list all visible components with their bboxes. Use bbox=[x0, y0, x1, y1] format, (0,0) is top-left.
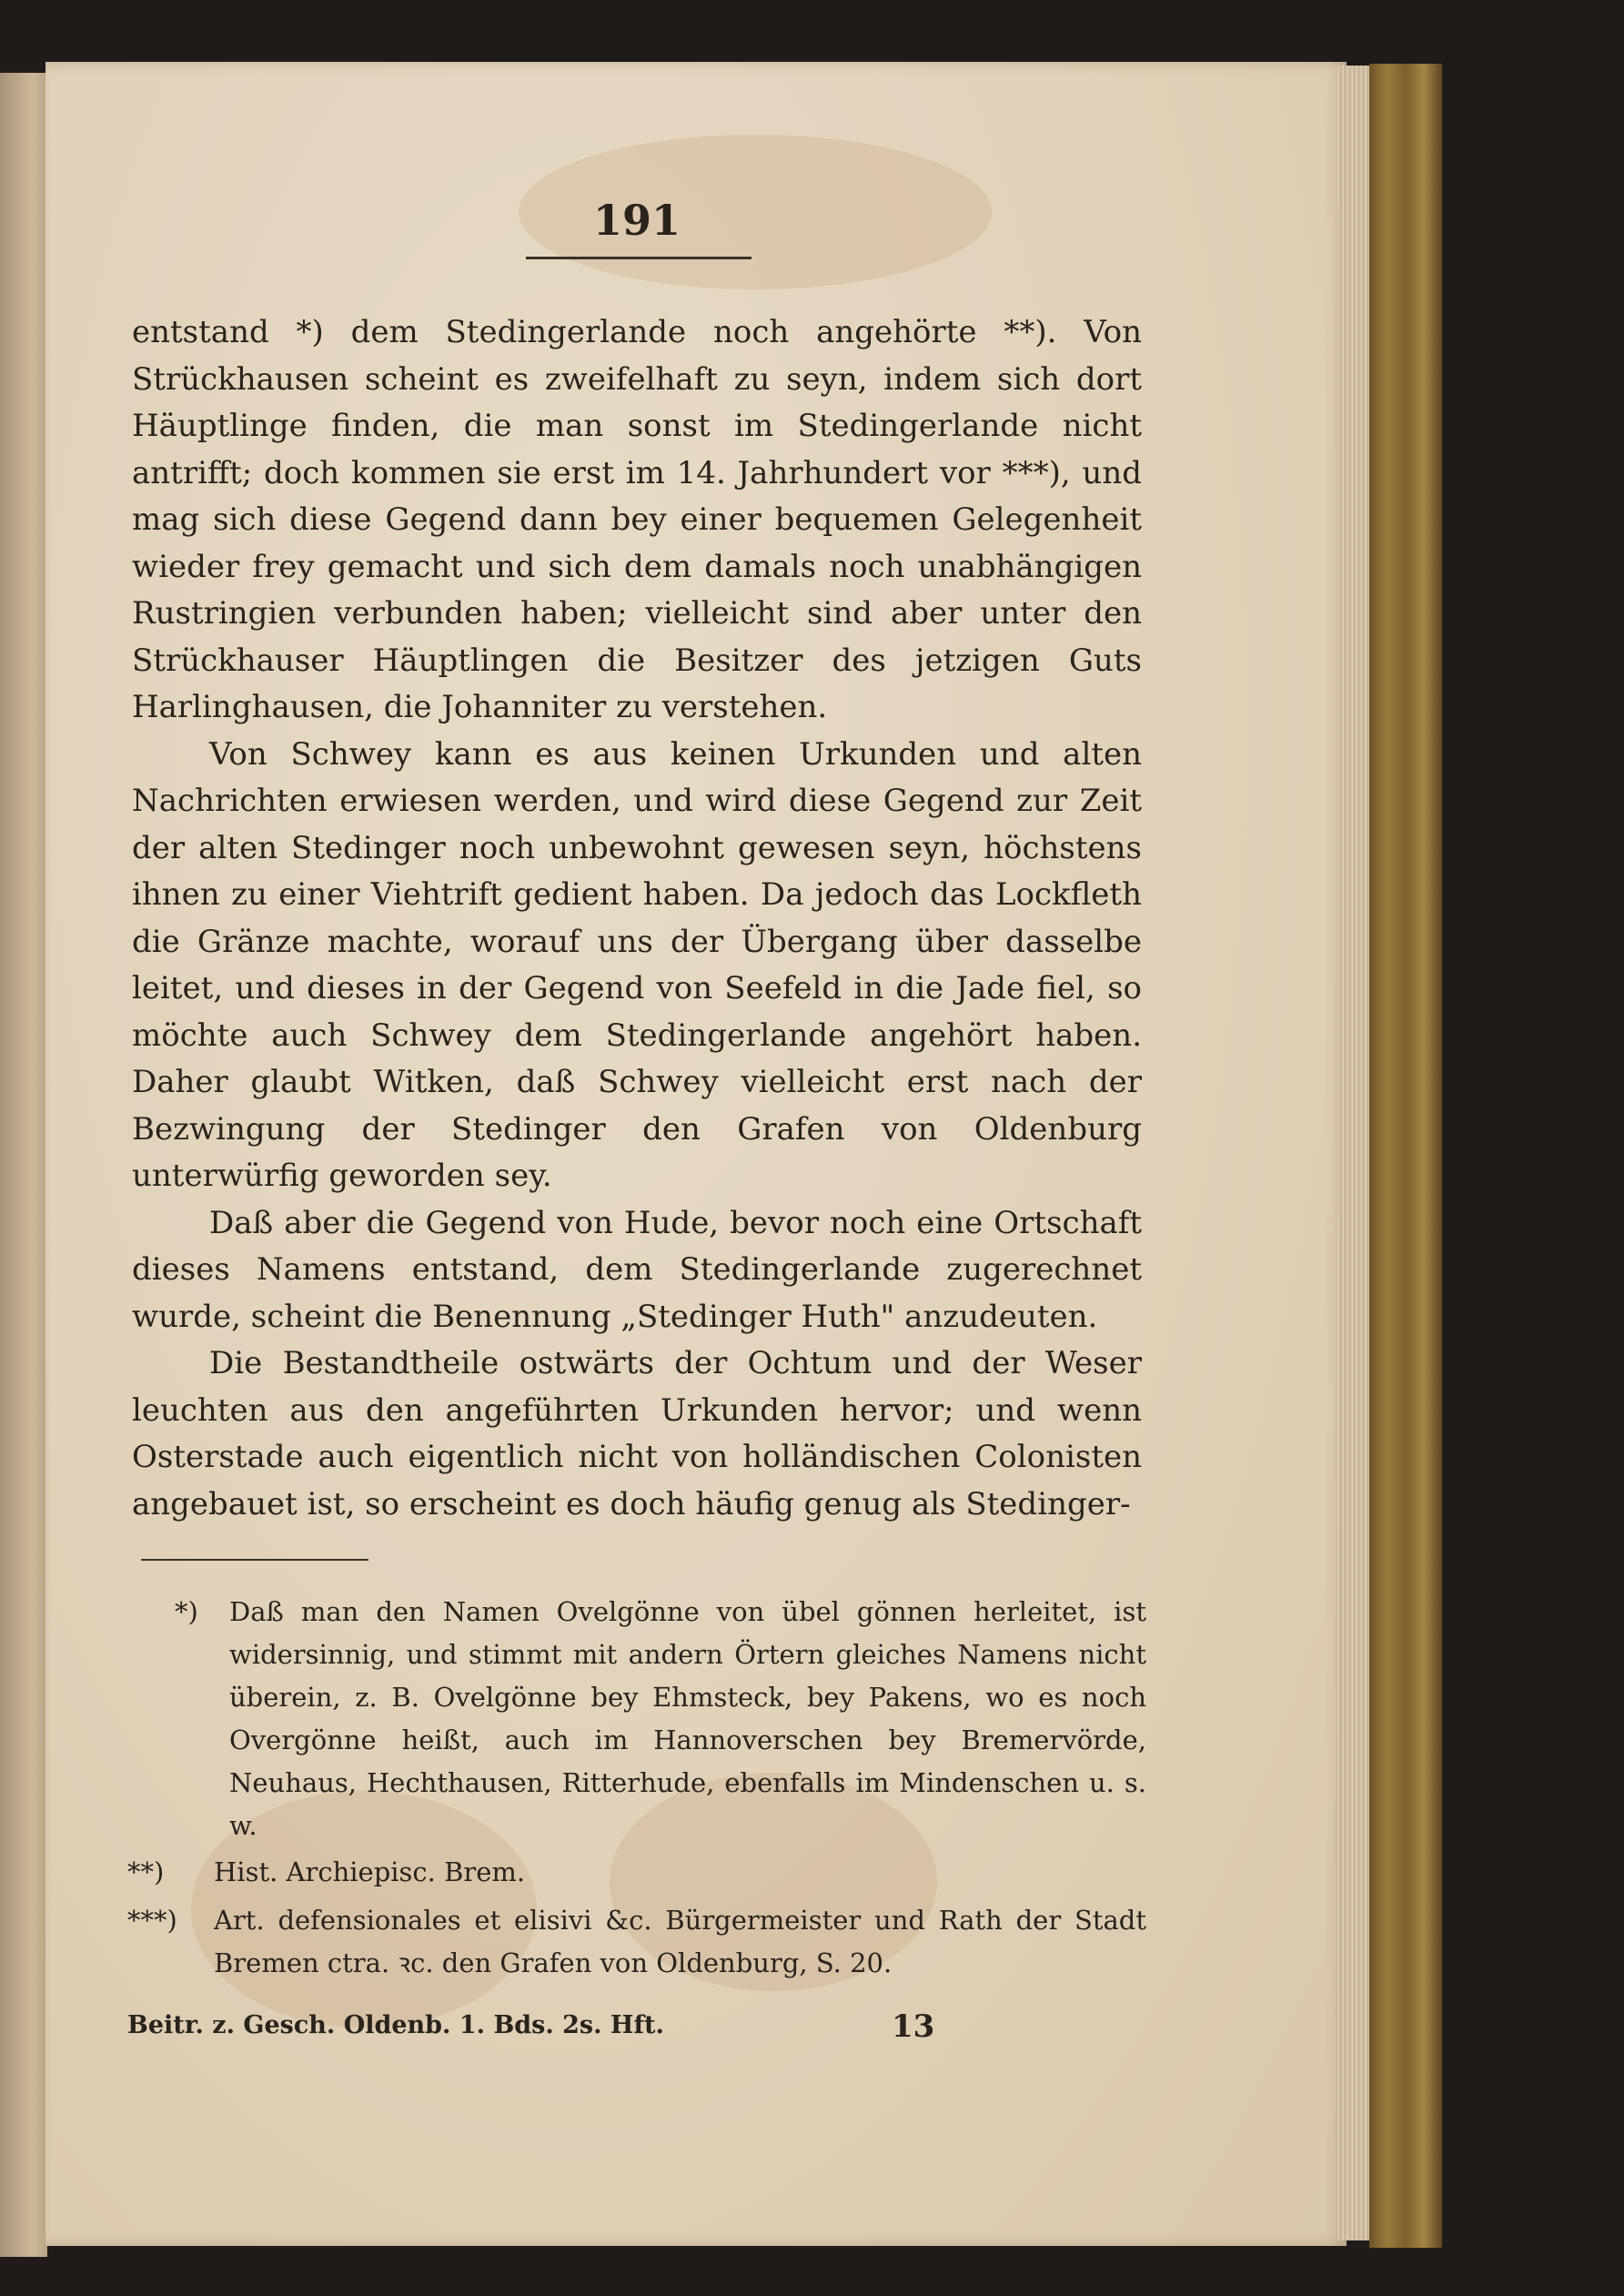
facing-page-edge bbox=[0, 73, 47, 2257]
footnotes bbox=[127, 1591, 1146, 1985]
paragraph: Die Bestandtheile ostwärts der Ochtum und der Weser leuchten aus den angeführten Urkunden hervor; und wenn Osterstade auch eigentlich nicht von holländischen Colonisten angebauet ist, so erscheint es doch häufig genug als Stedinger- bbox=[132, 1345, 1142, 1522]
header-rule bbox=[526, 257, 751, 259]
footnote-mark: **) bbox=[127, 1856, 165, 1887]
footnote-mark: ***) bbox=[127, 1905, 177, 1936]
book-cover bbox=[1369, 64, 1442, 2248]
paragraph: Daß aber die Gegend von Hude, bevor noch eine Ortschaft dieses Namens entstand, dem Stedingerlande zugerechnet wurde, scheint die Benennung „Stedinger Huth" anzudeuten. bbox=[132, 1204, 1142, 1335]
footnote-mark: *) bbox=[175, 1596, 198, 1627]
main-text bbox=[132, 309, 1142, 1528]
paragraph: Von Schwey kann es aus keinen Urkunden und alten Nachrichten erwiesen werden, und wird diese Gegend zur Zeit der alten Stedinger noch unbewohnt gewesen seyn, höchstens ihnen zu einer Viehtrift gedient haben. Da jedoch das Lockfleth die Gränze machte, worauf uns der Übergang über dasselbe leitet, und dieses in der Gegend von Seefeld in die Jade fiel, so möchte auch Schwey dem Stedingerlande angehört haben. Daher glaubt Witken, daß Schwey vielleicht erst nach der Bezwingung der Stedinger den Grafen von Oldenburg unterwürfig geworden sey. bbox=[132, 735, 1142, 1194]
page-number: 191 bbox=[592, 196, 681, 245]
footnote-rule bbox=[141, 1559, 368, 1561]
footnote-text: Hist. Archiepisc. Brem. bbox=[214, 1856, 526, 1887]
footnote bbox=[127, 1591, 1146, 1847]
paragraph: entstand *) dem Stedingerlande noch angehörte **). Von Strückhausen scheint es zweifelhaft zu seyn, indem sich dort Häuptlinge finden, die man sonst im Stedingerlande nicht antrifft; doch kommen sie erst im 14. Jahrhundert vor ***), und mag sich diese Gegend dann bey einer bequemen Gelegenheit wieder frey gemacht und sich dem damals noch unabhängigen Rustringien verbunden haben; vielleicht sind aber unter den Strückhauser Häuptlingen die Besitzer des jetzigen Guts Harlinghausen, die Johanniter zu verstehen. bbox=[132, 314, 1142, 725]
sheet-number: 13 bbox=[892, 2008, 935, 2045]
page-stack-edge bbox=[1337, 66, 1372, 2240]
footnote bbox=[127, 1899, 1146, 1985]
footnote bbox=[127, 1851, 1146, 1894]
printer-signature: Beitr. z. Gesch. Oldenb. 1. Bds. 2s. Hft. bbox=[127, 2011, 664, 2039]
footnote-text: Daß man den Namen Ovelgönne von übel gönnen herleitet, ist widersinnig, und stimmt mit andern Örtern gleiches Namens nicht überein, z. B. Ovelgönne bey Ehmsteck, bey Pakens, wo es noch Overgönne heißt, auch im Hannoverschen bey Bremervörde, Neuhaus, Hechthausen, Ritterhude, ebenfalls im Mindenschen u. s. w. bbox=[229, 1596, 1146, 1841]
footnote-text: Art. defensionales et elisivi &c. Bürgermeister und Rath der Stadt Bremen ctra. ꝛc. den Grafen von Oldenburg, S. 20. bbox=[214, 1905, 1146, 1978]
